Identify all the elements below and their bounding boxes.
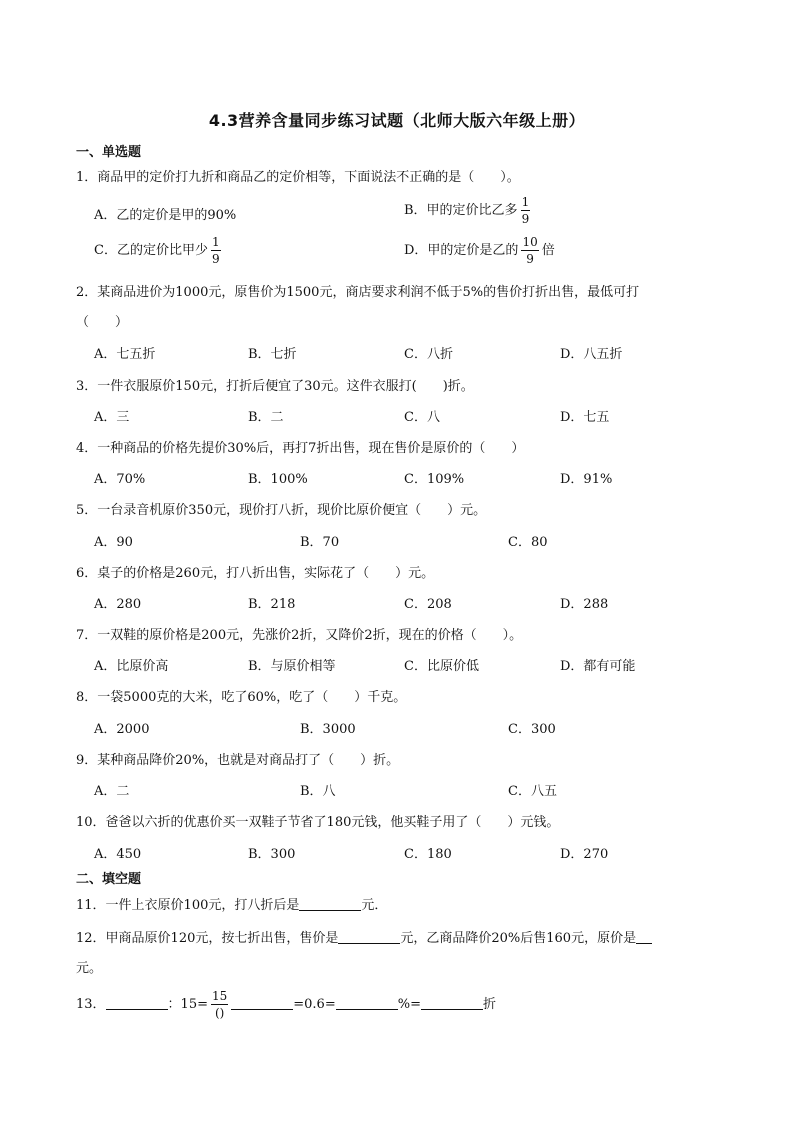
fraction: $\frac{10}{9}$ <box>522 235 538 266</box>
q5-option-c: C．80 <box>508 535 548 550</box>
q4-option-a: A．70% <box>94 472 146 487</box>
section-heading-choice: 一、单选题 <box>76 145 142 160</box>
question-12-line2: 元。 <box>76 961 103 976</box>
question-2-line2: （ ） <box>76 315 129 330</box>
answer-blank[interactable] <box>106 995 168 1010</box>
question-5: 5．一台录音机原价350元，现价打八折，现价比原价便宜（ ）元。 <box>76 503 487 518</box>
question-1: 1．商品甲的定价打九折和商品乙的定价相等，下面说法不正确的是（ ）。 <box>76 170 520 185</box>
question-9: 9．某种商品降价20%，也就是对商品打了（ ）折。 <box>76 753 400 768</box>
q5-option-a: A．90 <box>94 535 133 550</box>
question-8: 8．一袋5000克的大米，吃了60%，吃了（ ）千克。 <box>76 690 407 705</box>
answer-blank[interactable] <box>231 995 293 1010</box>
q3-option-b: B．二 <box>248 410 284 425</box>
q5-option-b: B．70 <box>300 535 340 550</box>
q2-option-c: C．八折 <box>404 347 453 362</box>
q10-option-a: A．450 <box>94 847 142 862</box>
question-13: 13． ：15= $\frac{15}{()}$ =0.6= %= 折 <box>76 989 496 1020</box>
q1-option-c: C．乙的定价比甲少 $\frac{1}{9}$ <box>94 235 220 266</box>
question-4: 4．一种商品的价格先提价30%后，再打7折出售，现在售价是原价的（ ） <box>76 441 525 456</box>
question-6: 6．桌子的价格是260元，打八折出售，实际花了（ ）元。 <box>76 566 435 581</box>
q4-option-b: B．100% <box>248 472 308 487</box>
q10-option-d: D．270 <box>560 847 609 862</box>
q4-option-d: D．91% <box>560 472 613 487</box>
answer-blank[interactable] <box>299 896 361 911</box>
q1-option-d: D．甲的定价是乙的 $\frac{10}{9}$ 倍 <box>404 235 555 266</box>
q6-option-d: D．288 <box>560 597 609 612</box>
q9-option-b: B．八 <box>300 784 336 799</box>
q9-option-c: C．八五 <box>508 784 557 799</box>
q6-option-c: C．208 <box>404 597 452 612</box>
question-12: 12．甲商品原价120元，按七折出售，售价是 元，乙商品降价20%后售160元，原价是 <box>76 927 652 946</box>
answer-blank[interactable] <box>338 929 400 944</box>
question-7: 7．一双鞋的原价格是200元，先涨价2折，又降价2折，现在的价格（ ）。 <box>76 628 523 643</box>
answer-blank[interactable] <box>636 929 652 944</box>
question-3: 3．一件衣服原价150元，打折后便宜了30元。这件衣服打( )折。 <box>76 379 474 394</box>
q10-option-b: B．300 <box>248 847 296 862</box>
q10-option-c: C．180 <box>404 847 452 862</box>
q4-option-c: C．109% <box>404 472 465 487</box>
section-heading-fill: 二、填空题 <box>76 872 142 887</box>
q7-option-b: B．与原价相等 <box>248 659 336 674</box>
q7-option-c: C．比原价低 <box>404 659 479 674</box>
question-10: 10．爸爸以六折的优惠价买一双鞋子节省了180元钱，他买鞋子用了（ ）元钱。 <box>76 815 560 830</box>
fraction: $\frac{1}{9}$ <box>521 195 530 226</box>
q7-option-a: A．比原价高 <box>94 659 169 674</box>
q7-option-d: D．都有可能 <box>560 659 636 674</box>
q3-option-c: C．八 <box>404 410 440 425</box>
q2-option-d: D．八五折 <box>560 347 623 362</box>
fraction: $\frac{15}{()}$ <box>211 989 228 1020</box>
fraction: $\frac{1}{9}$ <box>211 235 220 266</box>
q8-option-b: B．3000 <box>300 722 356 737</box>
q6-option-b: B．218 <box>248 597 296 612</box>
q2-option-b: B．七折 <box>248 347 297 362</box>
q1-option-a: A．乙的定价是甲的90% <box>94 208 237 223</box>
answer-blank[interactable] <box>336 995 398 1010</box>
q3-option-d: D．七五 <box>560 410 610 425</box>
question-11: 11．一件上衣原价100元，打八折后是 元． <box>76 898 388 913</box>
q9-option-a: A．二 <box>94 784 130 799</box>
q8-option-c: C．300 <box>508 722 556 737</box>
q1-option-b: B．甲的定价比乙多 $\frac{1}{9}$ <box>404 195 530 226</box>
page-title: 4.3营养含量同步练习试题（北师大版六年级上册） <box>208 111 586 130</box>
q8-option-a: A．2000 <box>94 722 150 737</box>
answer-blank[interactable] <box>421 995 483 1010</box>
q3-option-a: A．三 <box>94 410 130 425</box>
q6-option-a: A．280 <box>94 597 142 612</box>
q2-option-a: A．七五折 <box>94 347 156 362</box>
question-2: 2．某商品进价为1000元，原售价为1500元，商店要求利润不低于5%的售价打折出售，最低可打 <box>76 285 640 300</box>
